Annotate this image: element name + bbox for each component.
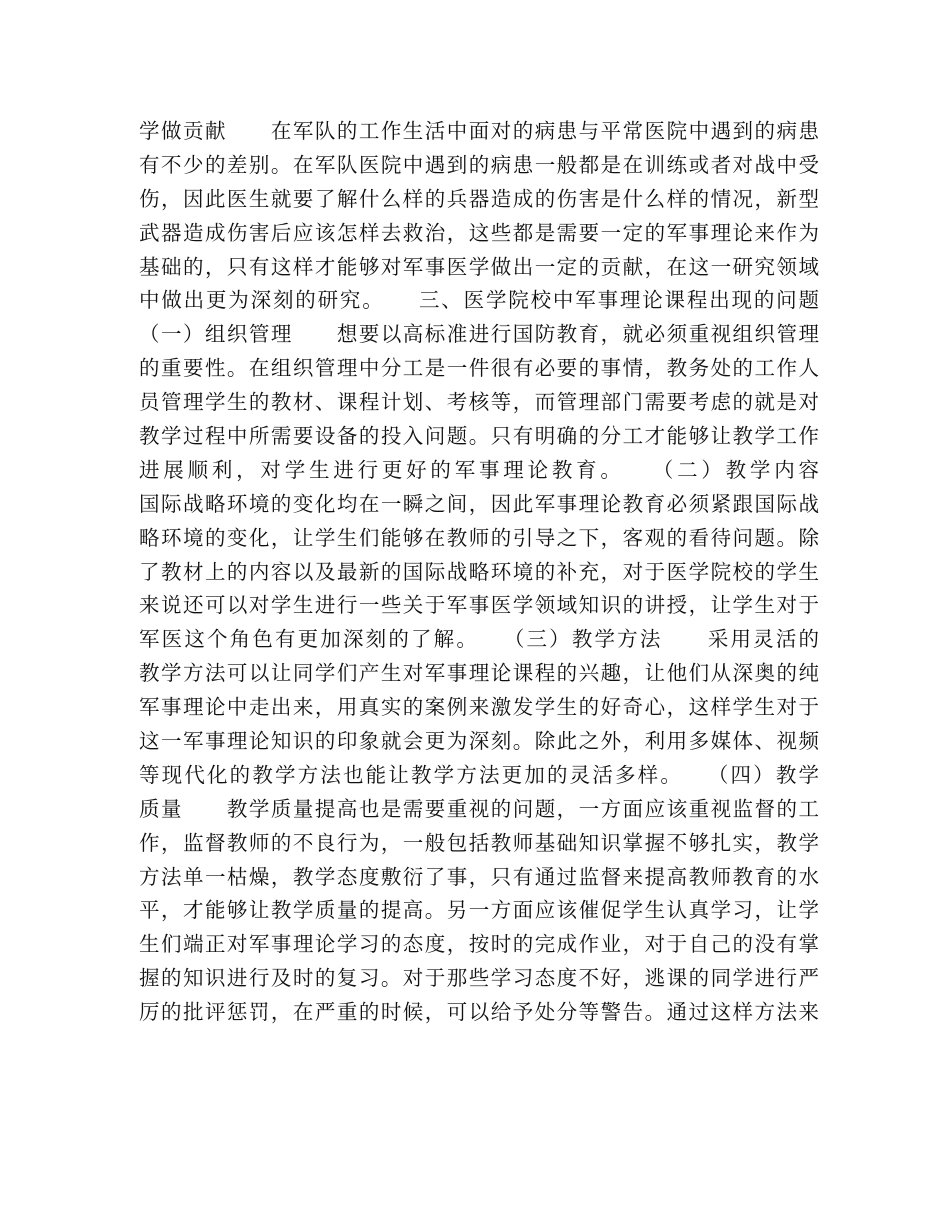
text-line: 教学过程中所需要设备的投入问题。只有明确的分工才能够让教学工作 bbox=[139, 424, 819, 449]
text-line: 教学方法可以让同学们产生对军事理论课程的兴趣，让他们从深奥的纯 bbox=[139, 661, 819, 686]
text-line: 的重要性。在组织管理中分工是一件很有必要的事情，教务处的工作人 bbox=[139, 356, 819, 381]
text-line: 厉的批评惩罚，在严重的时候，可以给予处分等警告。通过这样方法来 bbox=[139, 1000, 819, 1025]
text-line: 有不少的差别。在军队医院中遇到的病患一般都是在训练或者对战中受 bbox=[139, 152, 819, 177]
text-line: 进展顺利，对学生进行更好的军事理论教育。 （二）教学内容 bbox=[139, 457, 819, 482]
text-line: 员管理学生的教材、课程计划、考核等，而管理部门需要考虑的就是对 bbox=[139, 390, 819, 415]
text-line: 这一军事理论知识的印象就会更为深刻。除此之外，利用多媒体、视频 bbox=[139, 729, 819, 754]
text-line: （一）组织管理 想要以高标准进行国防教育，就必须重视组织管理 bbox=[139, 322, 819, 347]
text-line: 生们端正对军事理论学习的态度，按时的完成作业，对于自己的没有掌 bbox=[139, 932, 819, 957]
text-line: 中做出更为深刻的研究。 三、医学院校中军事理论课程出现的问题 bbox=[139, 288, 819, 313]
text-line: 握的知识进行及时的复习。对于那些学习态度不好，逃课的同学进行严 bbox=[139, 966, 819, 991]
text-line: 军医这个角色有更加深刻的了解。 （三）教学方法 采用灵活的 bbox=[139, 627, 819, 652]
text-line: 作，监督教师的不良行为，一般包括教师基础知识掌握不够扎实，教学 bbox=[139, 830, 819, 855]
text-line: 学做贡献 在军队的工作生活中面对的病患与平常医院中遇到的病患 bbox=[139, 119, 819, 143]
text-line: 质量 教学质量提高也是需要重视的问题，一方面应该重视监督的工 bbox=[139, 796, 819, 821]
text-line: 军事理论中走出来，用真实的案例来激发学生的好奇心，这样学生对于 bbox=[139, 695, 819, 720]
text-line: 武器造成伤害后应该怎样去救治，这些都是需要一定的军事理论来作为 bbox=[139, 220, 819, 245]
text-line: 国际战略环境的变化均在一瞬之间，因此军事理论教育必须紧跟国际战 bbox=[139, 491, 819, 516]
text-line: 方法单一枯燥，教学态度敷衍了事，只有通过监督来提高教师教育的水 bbox=[139, 864, 819, 889]
text-line: 略环境的变化，让学生们能够在教师的引导之下，客观的看待问题。除 bbox=[139, 525, 819, 550]
text-line: 平，才能够让教学质量的提高。另一方面应该催促学生认真学习，让学 bbox=[139, 898, 819, 923]
text-line: 伤，因此医生就要了解什么样的兵器造成的伤害是什么样的情况，新型 bbox=[139, 186, 819, 211]
text-line: 基础的，只有这样才能够对军事医学做出一定的贡献，在这一研究领域 bbox=[139, 254, 819, 279]
body-text bbox=[139, 115, 819, 1030]
text-line: 等现代化的教学方法也能让教学方法更加的灵活多样。 （四）教学 bbox=[139, 762, 819, 787]
text-line: 了教材上的内容以及最新的国际战略环境的补充，对于医学院校的学生 bbox=[139, 559, 819, 584]
text-line: 来说还可以对学生进行一些关于军事医学领域知识的讲授，让学生对于 bbox=[139, 593, 819, 618]
